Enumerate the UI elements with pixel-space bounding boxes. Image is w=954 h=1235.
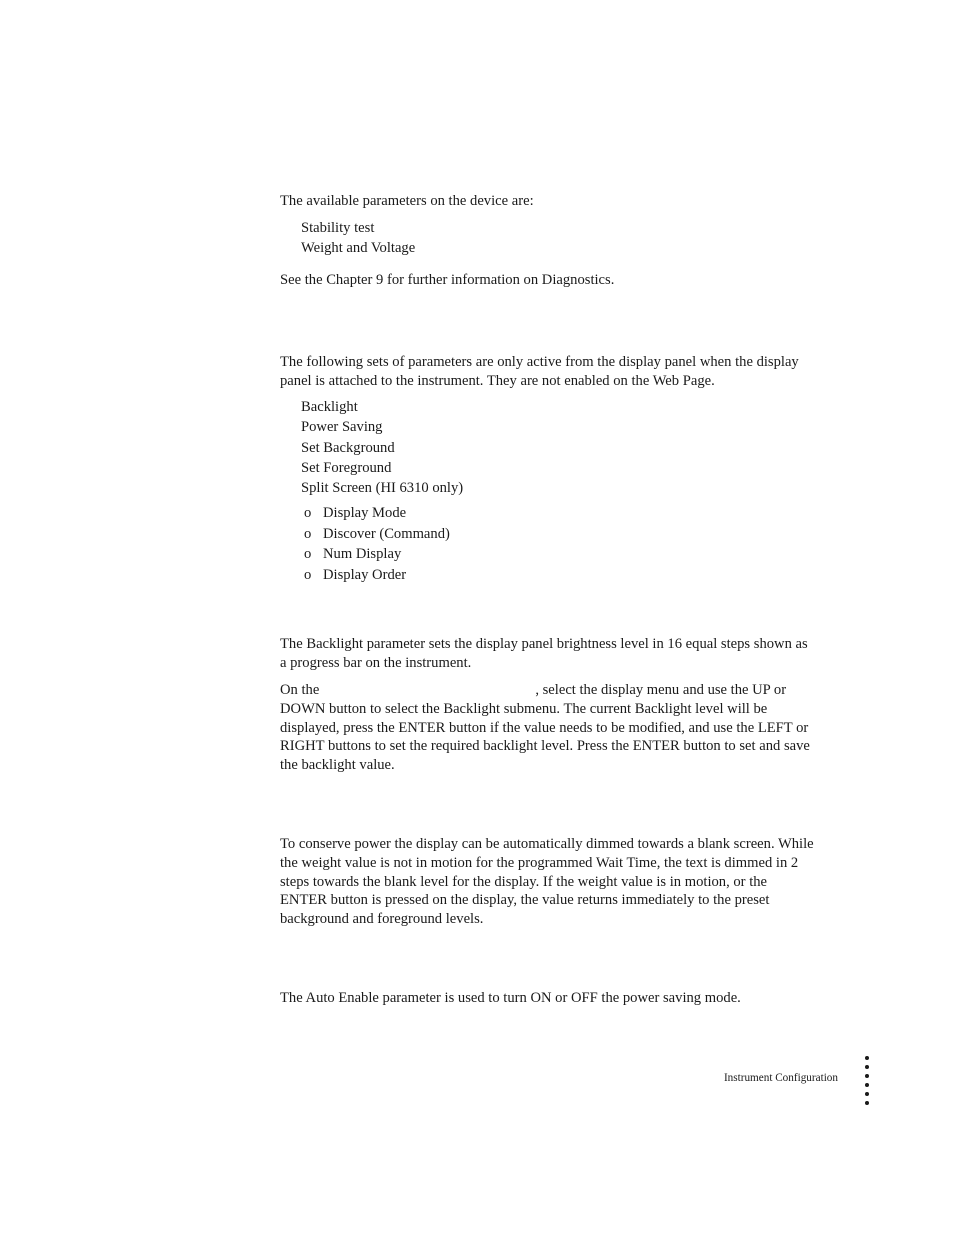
display-item-split-screen: Split Screen (HI 6310 only) bbox=[301, 480, 464, 496]
footer-section-title: Instrument Configuration bbox=[723, 1072, 838, 1084]
power-saving-description: To conserve power the display can be automatically dimmed towards a blank screen. While the weight value is not in motion for the programmed Wait Time, the text is dimmed in 2 steps towards the blank level for the display. If the weight value is in motion, or the ENTER button is pressed on the display, the value returns immediately to the preset background and foreground levels. bbox=[280, 836, 814, 928]
split-item-num-display bbox=[304, 544, 401, 565]
auto-enable-description: The Auto Enable parameter is used to turn ON or OFF the power saving mode. bbox=[280, 990, 741, 1006]
backlight-description: The Backlight parameter sets the display panel brightness level in 16 equal steps shown as a progress bar on the instrument. bbox=[280, 636, 808, 671]
parameters-intro: The available parameters on the device are: bbox=[280, 193, 534, 209]
split-item-label: Display Mode bbox=[323, 505, 407, 521]
split-item-discover bbox=[304, 524, 450, 545]
list-bullet: o bbox=[304, 546, 312, 562]
backlight-instructions bbox=[280, 681, 815, 775]
display-item-power-saving: Power Saving bbox=[301, 419, 383, 435]
split-item-display-order bbox=[304, 565, 406, 586]
dot-icon bbox=[865, 1065, 869, 1069]
display-item-set-foreground: Set Foreground bbox=[301, 460, 392, 476]
split-item-label: Display Order bbox=[323, 567, 407, 583]
list-bullet: o bbox=[304, 505, 312, 521]
display-item-backlight: Backlight bbox=[301, 399, 358, 415]
dot-icon bbox=[865, 1092, 869, 1096]
footer-dots bbox=[865, 1056, 871, 1110]
diag-item-stability: Stability test bbox=[301, 220, 375, 236]
diag-item-weight-voltage: Weight and Voltage bbox=[301, 240, 416, 256]
split-item-label: Num Display bbox=[323, 546, 402, 562]
list-bullet: o bbox=[304, 567, 312, 583]
dot-icon bbox=[865, 1083, 869, 1087]
display-panel-intro: The following sets of parameters are only active from the display panel when the display panel is attached to the instrument. They are not enabled on the Web Page. bbox=[280, 354, 799, 389]
split-item-display-mode bbox=[304, 503, 406, 524]
see-chapter-text: See the Chapter 9 for further information on Diagnostics. bbox=[280, 272, 615, 288]
list-bullet: o bbox=[304, 526, 312, 542]
dot-icon bbox=[865, 1056, 869, 1060]
display-item-set-background: Set Background bbox=[301, 440, 395, 456]
backlight-instructions-rest: , select the display menu and use the UP or DOWN button to select the Backlight submenu. The current Backlight level will be displayed, press the ENTER button if the value needs to be modified, and use the LEFT or RIGHT buttons to set the required backlight level. Press the ENTER button to set and save the backlight value. bbox=[280, 682, 810, 774]
backlight-instructions-start: On the bbox=[280, 682, 320, 698]
split-item-label: Discover (Command) bbox=[323, 526, 450, 542]
dot-icon bbox=[865, 1074, 869, 1078]
dot-icon bbox=[865, 1101, 869, 1105]
